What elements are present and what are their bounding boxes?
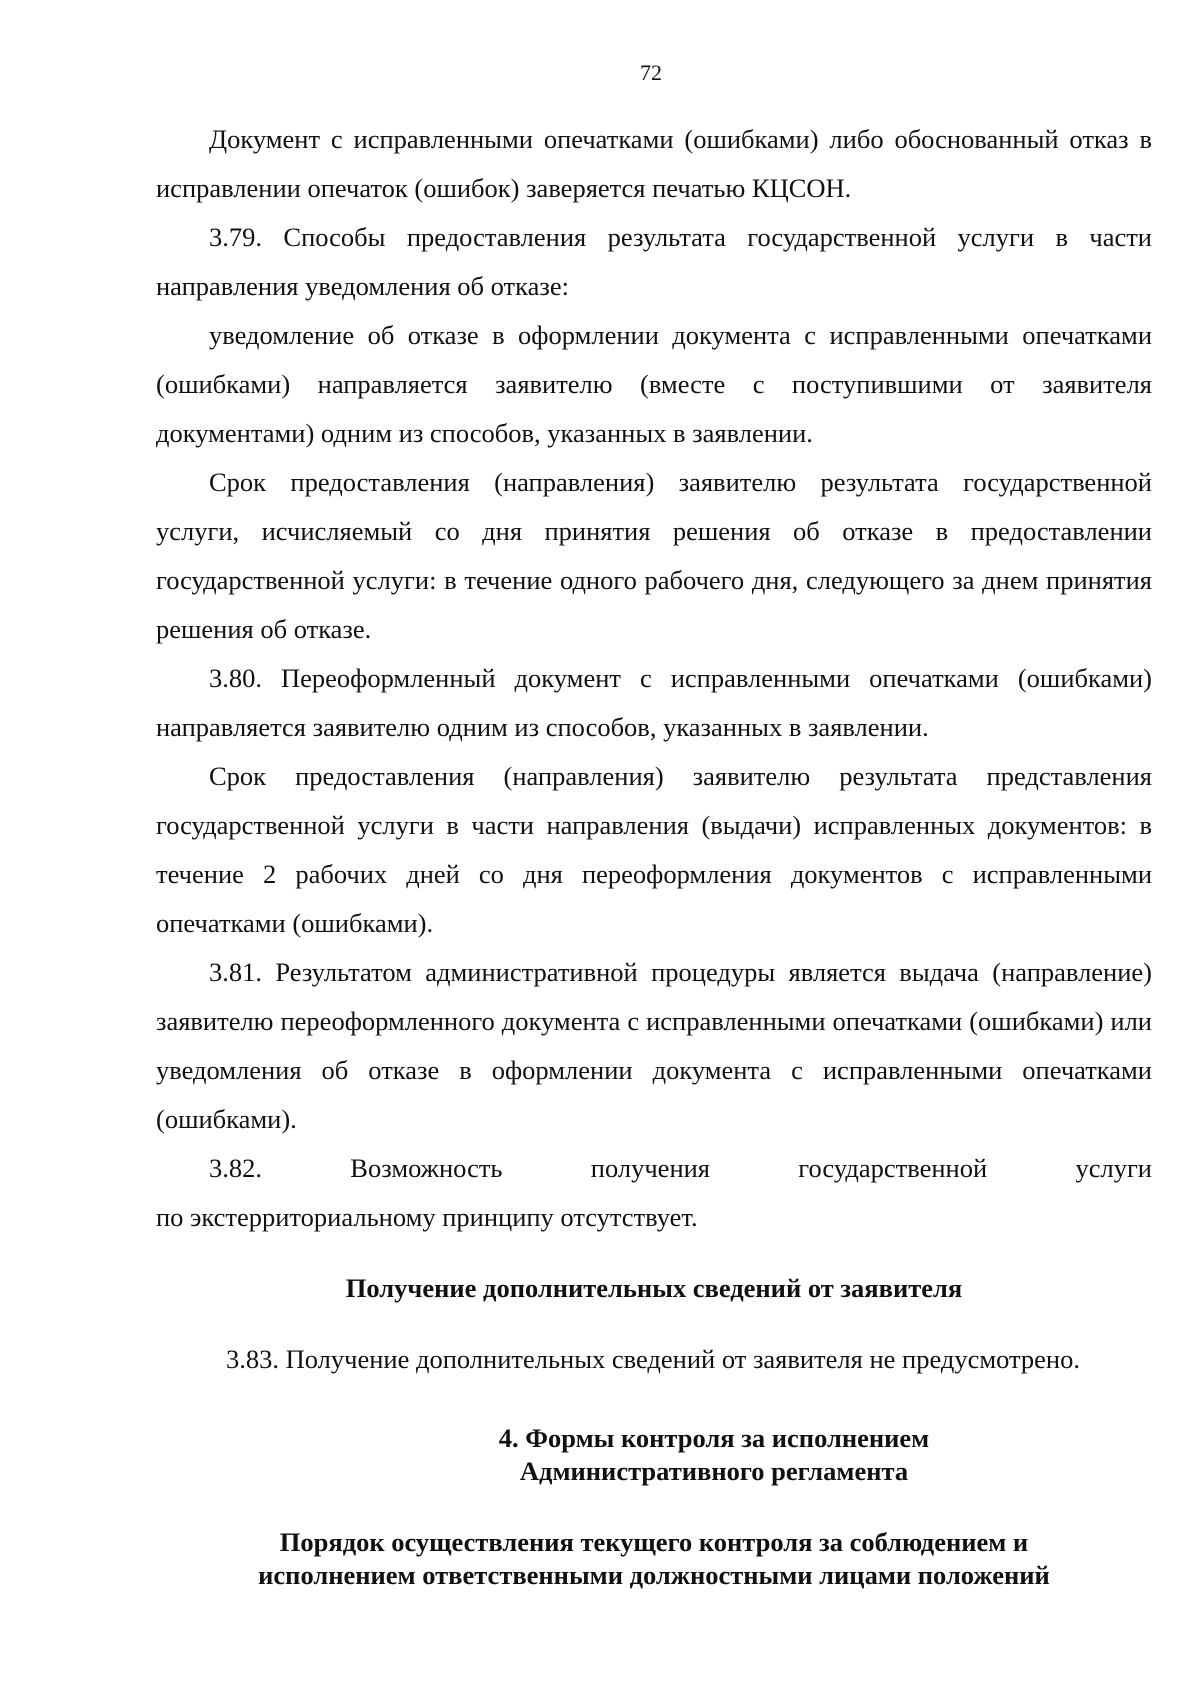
heading-current-control-line-2: исполнением ответственными должностными лицами положений <box>258 1560 1050 1590</box>
paragraph-3-81: 3.81. Результатом административной процедуры является выдача (направление) заявителю переоформленного документа с исправленными опечатками (ошибками) или уведомления об отказе в оформлении документа с исправленными опечатками (ошибками). <box>156 957 1152 1134</box>
paragraph-3-82-line-2: по экстерриториальному принципу отсутствует. <box>156 1202 698 1232</box>
paragraph-3-83: 3.83. Получение дополнительных сведений от заявителя не предусмотрено. <box>226 1344 1080 1374</box>
heading-section-4 <box>156 1422 1152 1488</box>
document-body <box>156 115 1152 1592</box>
paragraph-document-certification: Документ с исправленными опечатками (ошибками) либо обоснованный отказ в исправлении опечаток (ошибок) заверяется печатью КЦСОН. <box>156 124 1152 203</box>
paragraph-refusal-notice: уведомление об отказе в оформлении документа с исправленными опечатками (ошибками) направляется заявителю (вместе с поступившими от заявителя документами) одним из способов, указанных в заявлении. <box>156 320 1152 448</box>
paragraph-3-82-line-1: 3.82. Возможность получения государственной услуги <box>209 1153 1152 1183</box>
paragraph-3-82 <box>156 1144 1152 1242</box>
heading-additional-info: Получение дополнительных сведений от заявителя <box>345 1273 963 1303</box>
heading-current-control <box>156 1526 1152 1592</box>
paragraph-3-80: 3.80. Переоформленный документ с исправленными опечатками (ошибками) направляется заявителю одним из способов, указанных в заявлении. <box>156 663 1152 742</box>
heading-section-4-line-2: Административного регламента <box>519 1456 909 1486</box>
paragraph-term-corrected: Срок предоставления (направления) заявителю результата представления государственной услуги в части направления (выдачи) исправленных документов: в течение 2 рабочих дней со дня переоформления документов с исправленными опечатками (ошибками). <box>156 761 1152 938</box>
heading-section-4-line-1: 4. Формы контроля за исполнением <box>498 1423 930 1453</box>
page-number: 72 <box>640 60 662 85</box>
paragraph-term-refusal: Срок предоставления (направления) заявителю результата государственной услуги, исчисляемый со дня принятия решения об отказе в предоставлении государственной услуги: в течение одного рабочего дня, следующего за днем принятия решения об отказе. <box>156 467 1152 644</box>
heading-current-control-line-1: Порядок осуществления текущего контроля за соблюдением и <box>279 1527 1029 1557</box>
paragraph-3-79: 3.79. Способы предоставления результата государственной услуги в части направления уведомления об отказе: <box>156 222 1152 301</box>
